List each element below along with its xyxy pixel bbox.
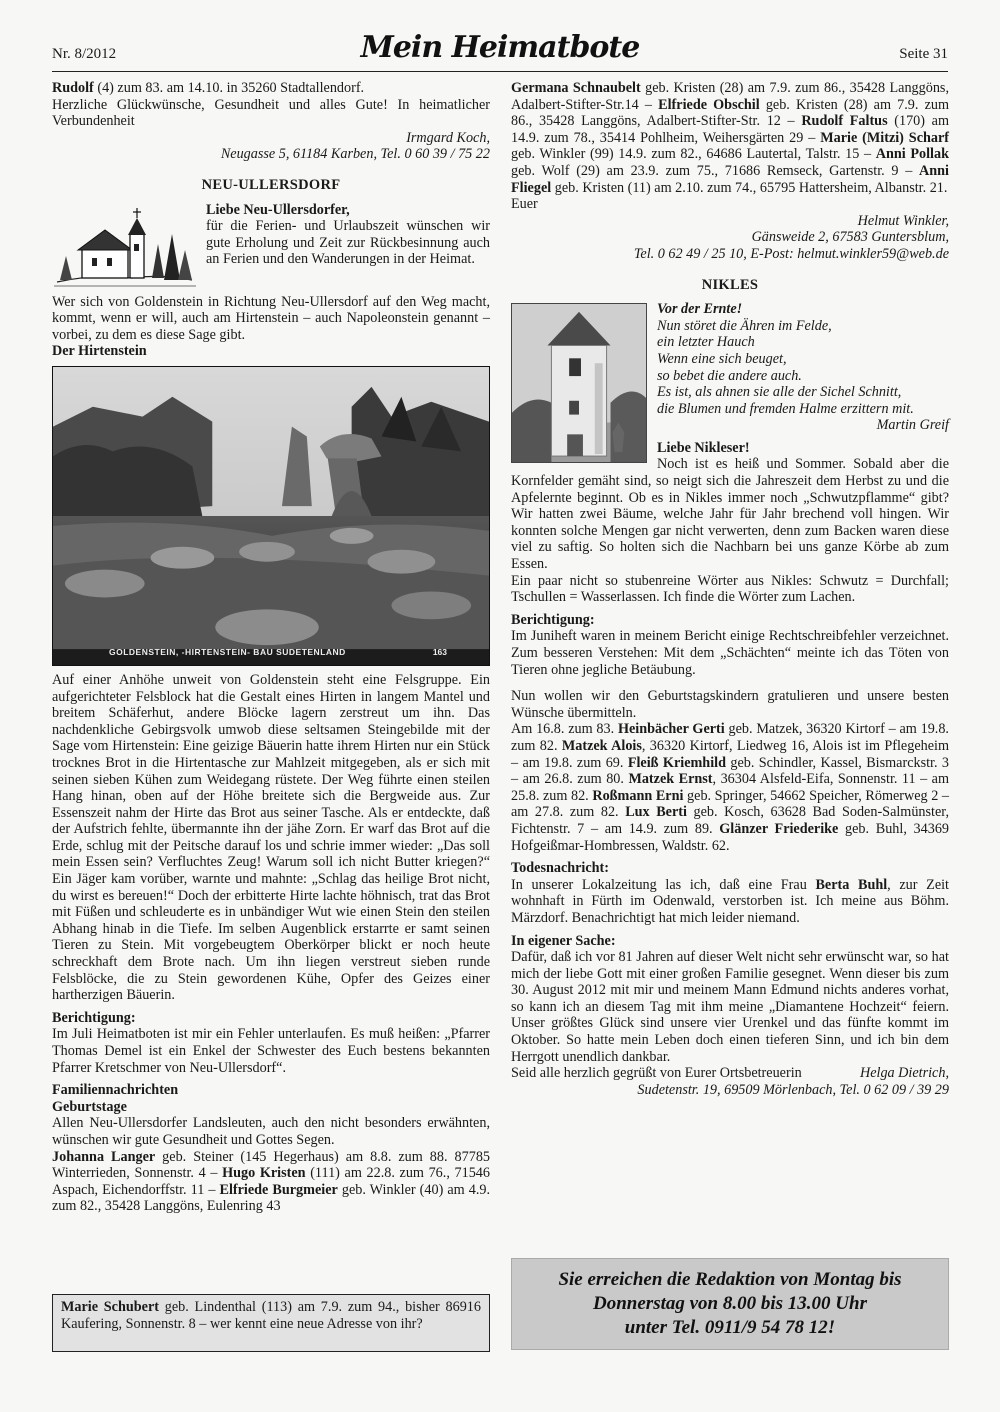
- person-name: Rudolf Faltus: [801, 113, 888, 130]
- closing-euer: Euer: [511, 196, 538, 213]
- nikles-text: Noch ist es heiß und Sommer. Sobald aber die Kornfelder gemäht sind, so neigt sich die Jahreszeit dem Herbst zu und die Apfelernte beginnt. Ob es in Nikles immer noch „Schwutzpflamme“ gibt? Wir hatten zwei Bäume, welche Jahr für Jahr brechend voll hingen. Wir konnten solche Mengen gar nicht verwerten, denn zum Backen waren diese viel zu saftig. So holten sich die Nachbarn bei uns ganze Körbe ab zum Essen.: [511, 456, 949, 573]
- hirtenstein-photo: [52, 366, 490, 666]
- signature-contact: Tel. 0 62 49 / 25 10, E-Post: helmut.winkler59@web.de: [633, 245, 949, 262]
- story-title: Der Hirtenstein: [52, 343, 147, 360]
- person-name: Fleiß Kriemhild: [627, 754, 726, 771]
- poem-line: ein letzter Hauch: [657, 334, 755, 351]
- greeting-heading: Liebe Neu-Ullersdorfer,: [206, 201, 350, 218]
- path-paragraph: Wer sich von Goldenstein in Richtung Neu-Ullersdorf auf den Weg macht, kommt, wenn er will, auch am Hirtenstein – auch Napoleonstein genannt – vorbei, zu dem es diese Sage gibt.: [52, 293, 490, 343]
- closing-greeting: Seid alle herzlich gegrüßt von Eurer Ortsbetreuerin Helga Dietrich,: [511, 1065, 949, 1082]
- person-name: Johanna Langer: [52, 1148, 156, 1165]
- correction-text: Im Juli Heimatboten ist mir ein Fehler unterlaufen. Es muß heißen: „Pfarrer Thomas Demel ist ein Enkel der Schwester des Euch bestens bekannten Pfarrer Kretschmer von Neu-Ullersdorf“.: [52, 1026, 490, 1076]
- person-name: Heinbächer Gerti: [617, 721, 725, 738]
- issue-number: Nr. 8/2012: [52, 46, 117, 62]
- person-name: Matzek Alois: [561, 737, 642, 754]
- editorial-contact-line: Donnerstag von 8.00 bis 13.00 Uhr: [593, 1293, 867, 1314]
- poem-line: so bebet die andere auch.: [657, 367, 802, 384]
- nikles-greeting: Liebe Nikleser!: [657, 439, 750, 456]
- greeting-text: für die Ferien- und Urlaubszeit wünschen wir gute Erholung und Zeit zur Rückbesinnung auch an Ferien und den Wanderungen in der Heimat.: [206, 218, 490, 268]
- poem-line: Nun störet die Ähren im Felde,: [657, 317, 832, 334]
- church-tower-photo: [511, 303, 647, 463]
- birthdays-continued: Germana Schnaubelt geb. Kristen (28) am 7.9. zum 86., 35428 Langgöns, Adalbert-Stifter-Str.14 – Elfriede Obschil geb. Kristen (28) am 7.9. zum 86., 35428 Langgöns, Adalbert-Stifter-Str. 12 – Rudolf Faltus (170) am 14.9. zum 78., 35414 Pohlheim, Weihersgärten 29 – Marie (Mitzi) Scharf geb. Winkler (99) 14.9. zum 82., 64686 Lautertal, Talstr. 15 – Anni Pollak geb. Wolf (29) am 23.9. zum 75., 71686 Remseck, Gartenstr. 9 – Anni Fliegel geb. Kristen (11) am 2.10. zum 74., 65795 Hattersheim, Albanstr. 21.: [511, 80, 949, 196]
- person-name: Glänzer Friederike: [719, 820, 839, 837]
- person-name: Anni Pollak: [875, 146, 949, 163]
- poem-line: die Blumen und fremden Halme erzittern mit.: [657, 400, 914, 417]
- person-name: Berta Buhl: [815, 876, 888, 893]
- intro-wishes: Herzliche Glückwünsche, Gesundheit und alles Gute! In heimatlicher Verbundenheit: [52, 96, 490, 130]
- person-name: Germana Schnaubelt: [511, 80, 641, 96]
- person-name: Anni Fliegel: [511, 162, 949, 196]
- missing-address-notice: Marie Schubert geb. Lindenthal (113) am 7.9. zum 94., bisher 86916 Kaufering, Sonnenstr. 8 – wer kennt eine neue Adresse von ihr?: [52, 1294, 490, 1352]
- signature-address: Gänsweide 2, 67583 Guntersblum,: [751, 229, 949, 246]
- section-title-nikles: NIKLES: [701, 276, 759, 293]
- congrats-list: Am 16.8. zum 83. Heinbächer Gerti geb. Matzek, 36320 Kirtorf – am 19.8. zum 82. Matzek Alois, 36320 Kirtorf, Liedweg 16, Alois ist im Pflegeheim – am 19.8. zum 69. Fleiß Kriemhild geb. Schindler, Kassel, Bismarckstr. 3 – am 26.8. zum 80. Matzek Ernst, 36304 Alsfeld-Eifa, Sonnenstr. 11 – am 25.8. zum 82. Roßmann Erni geb. Springer, 54662 Speicher, Römerweg 2 – am 27.8. zum 82. Lux Berti geb. Kosch, 63628 Bad Soden-Salmünster, Fichtenstr. 7 – am 14.9. zum 89. Glänzer Friederike geb. Buhl, 34369 Hofgeißmar-Hombressen, Waldstr. 62.: [511, 721, 950, 854]
- poem-title: Vor der Ernte!: [657, 301, 743, 318]
- death-notice-text: In unserer Lokalzeitung las ich, daß eine Frau Berta Buhl, zur Zeit wohnhaft in Fürth im Odenwald, verstorben ist. Ich meine aus Böhm. Märzdorf. Benachrichtigt hat mich leider niemand.: [511, 876, 949, 926]
- person-name: Rudolf: [52, 80, 94, 96]
- intro-signature-name: Irmgard Koch,: [406, 129, 490, 146]
- right-column: [511, 80, 949, 1098]
- death-notice-title: Todesnachricht:: [511, 860, 610, 877]
- signature-name: Helmut Winkler,: [857, 212, 949, 229]
- person-name: Elfriede Obschil: [658, 96, 760, 113]
- right-correction-title: Berichtigung:: [511, 611, 595, 628]
- editorial-contact-line: unter Tel. 0911/9 54 78 12!: [624, 1317, 836, 1338]
- poem-line: Wenn eine sich beuget,: [657, 350, 787, 367]
- editorial-contact-box: [511, 1258, 949, 1350]
- page-header: [52, 28, 948, 72]
- birthdays-list: Johanna Langer geb. Steiner (145 Hegerhaus) am 8.8. zum 88. 87785 Winterrieden, Sonnenstr. 4 – Hugo Kristen (111) am 22.8. zum 76., 71546 Aspach, Eichendorffstr. 11 – Elfriede Burgmeier geb. Winkler (40) am 4.9. zum 82., 35428 Langgöns, Eulenring 43: [52, 1148, 491, 1215]
- left-column: [52, 80, 490, 1215]
- own-matter-text: Dafür, daß ich vor 81 Jahren auf dieser Welt nicht sehr erwünscht war, so hat mich der liebe Gott mit einer großen Familie gesegnet. Wenn dieser bis zum 30. August 2012 mit mir und meinem Mann Edmund nichts anderes vorhat, so kann ich an diesem Tag mit ihm meine „Diamantene Hochzeit“ feiern. Unser größtes Glück sind unsere vier Urenkel und das fünfte kommt im Oktober. So hatte mein Leben doch einen tieferen Sinn, und ich bin dem Herrgott unendlich dankbar.: [511, 949, 949, 1065]
- person-name: Roßmann Erni: [592, 787, 684, 804]
- correction-title: Berichtigung:: [52, 1009, 136, 1026]
- poem-author: Martin Greif: [876, 417, 949, 434]
- person-name: Hugo Kristen: [222, 1165, 306, 1182]
- person-name: Marie Schubert: [61, 1299, 159, 1315]
- section-title-neu-ullersdorf: NEU-ULLERSDORF: [201, 176, 341, 193]
- nikles-words: Ein paar nicht so stubenreine Wörter aus Nikles: Schwutz = Durchfall; Tschullen = Wasserlassen. Ich finde die Wörter zum Lachen.: [511, 572, 949, 606]
- own-matter-title: In eigener Sache:: [511, 932, 616, 949]
- congrats-intro: Nun wollen wir den Geburtstagskindern gratulieren und unsere besten Wünsche übermitteln.: [511, 688, 949, 721]
- person-name: Lux Berti: [625, 804, 687, 821]
- birthdays-intro: Allen Neu-Ullersdorfer Landsleuten, auch den nicht besonders erwähnten, wünschen wir gute Gesundheit und Gottes Segen.: [52, 1115, 490, 1148]
- page-number: Seite 31: [899, 46, 948, 62]
- right-correction-text: Im Juniheft waren in meinem Bericht einige Rechtschreibfehler verzeichnet. Zum besseren Verstehen: Mit dem „Schächten“ meinte ich das Töten von Tieren ohne jegliche Betäubung.: [511, 628, 949, 678]
- person-name: Elfriede Burgmeier: [219, 1181, 338, 1198]
- closing-address: Sudetenstr. 19, 69509 Mörlenbach, Tel. 0 62 09 / 39 29: [637, 1081, 949, 1098]
- village-church-illustration: [52, 204, 198, 294]
- intro-signature-address: Neugasse 5, 61184 Karben, Tel. 0 60 39 / 75 22: [220, 146, 490, 163]
- person-name: Matzek Ernst: [628, 771, 713, 788]
- birthdays-title: Geburtstage: [52, 1098, 127, 1115]
- poem-line: Es ist, als ahnen sie alle der Sichel Schnitt,: [657, 384, 902, 401]
- photo-caption: GOLDENSTEIN, -HIRTENSTEIN- BAU SUDETENLAND: [109, 647, 346, 658]
- intro-paragraph: Rudolf (4) zum 83. am 14.10. in 35260 Stadtallendorf.: [52, 80, 365, 96]
- person-name: Marie (Mitzi) Scharf: [820, 129, 949, 146]
- masthead-title: Mein Heimatbote: [360, 30, 640, 65]
- story-text: Auf einer Anhöhe unweit von Goldenstein steht eine Felsgruppe. Ein aufgerichteter Felsblock hat die Gestalt eines Hirten in langem Mantel und breitem Schäferhut, andere Blöcke lagern zerstreut um ihn. Das nachdenkliche Gebirgsvolk umwob diese seltsamen Steingebilde mit der Sage vom Hirtenstein: Eine geizige Bäuerin hatte ihrem Hirten nur ein Stück trocknes Brot in die Hirtentasche zur Mahlzeit mitgegeben, als er sich mit seinen sieben Kühen zum Weidegang rüstete. Der Weg führte einen steilen Hang hinan, oben auf der Höhe breitete sich die Bergweide aus. Zur Essenszeit nahm der Hirte das Brot aus seiner Tasche. Als er entdeckte, daß der Aufstrich fehlte, übermannte ihn der jähe Zorn. Er warf das Brot auf die Erde, schlug mit der Peitsche darauf los und schrie immer wieder: „Das soll mein Essen sein? Verfluchtes Zeug! Warum soll ich nicht Butter kriegen?“ Ein Jäger kam vorüber, warnte und mahnte: „Schlag das heilige Brot nicht, du wirst es bereuen!“ Doch der erbitterte Hirte lachte höhnisch, trat das Brot mit Füßen und schleuderte es in unbändiger Wut wie einen Stein den steilen Abhang hinab in die Tiefe. Im selben Augenblick erstarrte er samt seinen Tieren zu Stein. Mit vorgebeugtem Oberkörper blickt er noch heute schreckhaft dem Brote nach. Um ihn liegen verstreut sieben runde Felsblöcke, die zu Stein gewordenen Kühe, Opfer des Geizes einer hartherzigen Bäuerin.: [52, 671, 490, 1004]
- editorial-contact-line: Sie erreichen die Redaktion von Montag bis: [558, 1269, 902, 1290]
- family-news-title: Familiennachrichten: [52, 1082, 179, 1099]
- photo-number: 163: [432, 647, 447, 658]
